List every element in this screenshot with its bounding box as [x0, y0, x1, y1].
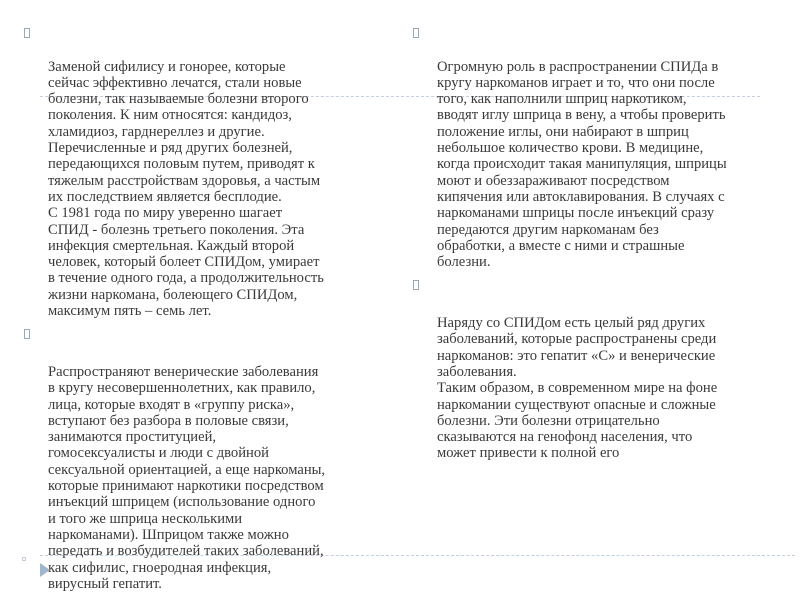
right-paragraph-1	[437, 26, 787, 270]
bullet-icon	[413, 28, 419, 38]
right-paragraph-1-text: Огромную роль в распространении СПИДа в кругу наркоманов играет и то, что они после того, как наполнили шприц наркотиком, вводят иглу шприца в вену, а чтобы проверить положение иглы, они набирают в шприц небольшое количество крови. В медицине, когда происходит такая манипуляция, шприцы моют и обеззараживают посредством кипячения или автоклавирования. В случаях с наркоманами шприцы после инъекций сразу передаются другим наркоманам без обработки, а вместе с ними и страшные болезни.	[437, 58, 727, 271]
next-slide-arrow-icon[interactable]	[40, 563, 50, 577]
left-paragraph-1	[48, 26, 393, 319]
bullet-icon	[24, 329, 30, 339]
right-text-column	[437, 26, 787, 462]
left-paragraph-2-text: Распространяют венерические заболевания в кругу несовершеннолетних, как правило, лица, которые входят в «группу риска», вступают без разбора в половые связи, занимаются проституцией, гомосексуалисты и люди с двойной сексуальной ориентацией, а еще наркоманы, которые принимают наркотики посредством инъекций шприцем (использование одного и того же шприца несколькими наркоманами). Шприцом также можно передать и возбудителей таких заболеваний, как сифилис, гноеродная инфекция, вирусный гепатит.	[48, 363, 326, 592]
small-square-bullet-icon	[22, 557, 26, 561]
right-paragraph-2-text: Наряду со СПИДом есть целый ряд других заболеваний, которые распространены среди наркоманов: это гепатит «С» и венерические заболевания. Таким образом, в современном мире на фоне наркомании существуют опасные и сложные болезни. Эти болезни отрицательно сказываются на генофонд населения, что может привести к полной его	[437, 315, 718, 462]
left-text-column	[48, 26, 393, 592]
right-paragraph-2	[437, 299, 787, 462]
empty-bullet-line	[48, 325, 393, 341]
bullet-icon	[413, 280, 419, 290]
bullet-icon	[24, 28, 30, 38]
left-paragraph-1-text: Заменой сифилису и гонорее, которые сейчас эффективно лечатся, стали новые болезни, так называемые болезни второго поколения. К ним относятся: кандидоз, хламидиоз, гарднереллез и другие. Перечисленные и ряд других болезней, передающихся половым путем, приводят к тяжелым расстройствам здоровья, а частым их последствием является бесплодие. С 1981 года по миру уверенно шагает СПИД - болезнь третьего поколения. Эта инфекция смертельная. Каждый второй человек, который болеет СПИДом, умирает в течение одного года, а продолжительность жизни наркомана, болеющего СПИДом, максимум пять – семь лет.	[48, 58, 324, 320]
empty-bullet-line	[437, 276, 787, 292]
left-paragraph-2	[48, 348, 393, 592]
